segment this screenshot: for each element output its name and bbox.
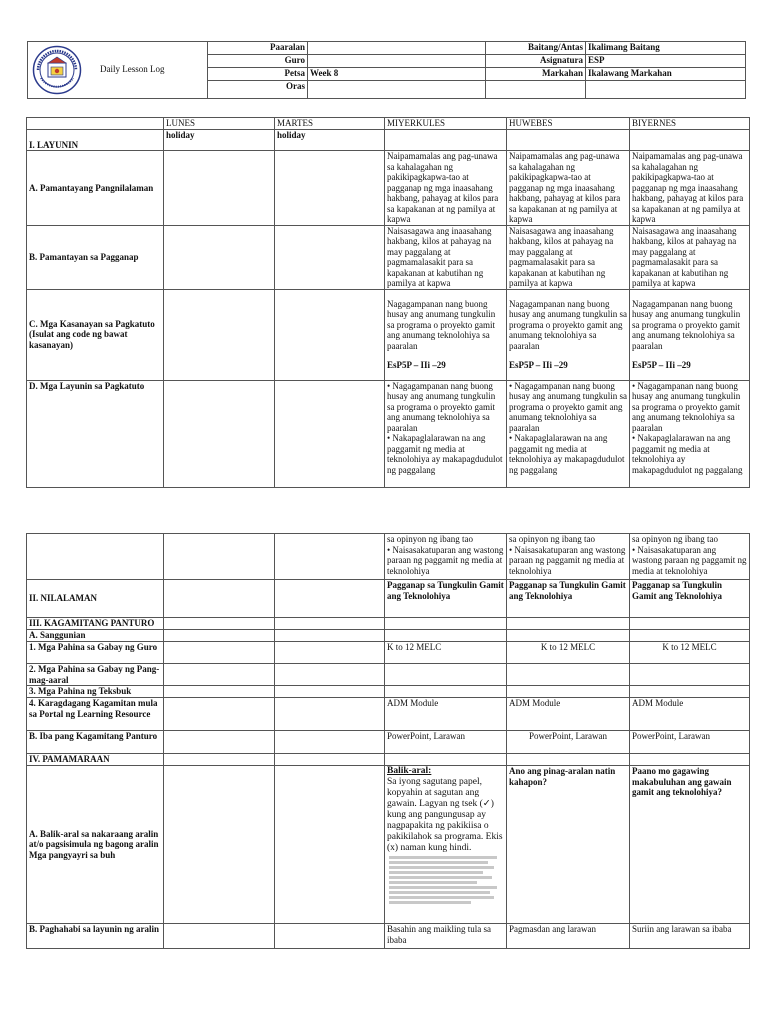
row-label-balik-aral (27, 766, 164, 924)
empty-cell (486, 81, 586, 99)
lesson-log-table-page-2 (26, 533, 750, 949)
adm-biyernes: ADM Module (630, 698, 750, 731)
empty-cell (385, 664, 507, 686)
bullet: • Nagagampanan nang buong husay ang anumang tungkulin sa programa o proyekto gamit ang anumang teknolohiya sa paaralan (387, 380, 496, 433)
bullet-cont: sa opinyon ng ibang tao (509, 534, 595, 544)
empty-cell (275, 754, 385, 766)
holiday-lunes: holiday (164, 130, 275, 151)
kasanayan-code: EsP5P – IIi –29 (509, 360, 568, 370)
paghahabi-miyerkules: Basahin ang maikling tula sa ibaba (385, 924, 507, 949)
balik-aral-biyernes: Paano mo gagawing makabuluhan ang gawain gamit ang teknolohiya? (630, 766, 750, 924)
value-paaralan (308, 42, 486, 55)
label-guro: Guro (208, 55, 308, 68)
empty-cell (164, 534, 275, 580)
empty-cell (385, 130, 507, 151)
empty-cell (385, 686, 507, 698)
label-asignatura: Asignatura (486, 55, 586, 68)
paghahabi-huwebes: Pagmasdan ang larawan (507, 924, 630, 949)
empty-cell (27, 534, 164, 580)
empty-cell (275, 924, 385, 949)
row-label-sanggunian: A. Sanggunian (27, 630, 164, 642)
empty-cell (275, 731, 385, 754)
pamantayan-huwebes: Naipamamalas ang pag-unawa sa kahalagahan ng pakikipagkapwa-tao at pagganap ng mga inaasahang hakbang, pahayag at kilos para sa kapakanan at ng pamilya at kapwa (507, 151, 630, 226)
empty-cell (275, 151, 385, 226)
empty-cell (164, 580, 275, 618)
nilalaman-biyernes: Pagganap sa Tungkulin Gamit ang Teknolohiya (630, 580, 750, 618)
melc-miyerkules: K to 12 MELC (385, 642, 507, 664)
empty-cell (630, 686, 750, 698)
empty-cell (275, 698, 385, 731)
pamantayan-miyerkules: Naipamamalas ang pag-unawa sa kahalagahan ng pakikipagkapwa-tao at pagganap ng mga inaasahang hakbang, pahayag at kilos para sa kapakanan at ng pamilya at kapwa (385, 151, 507, 226)
label-markahan: Markahan (486, 68, 586, 81)
layunin-biyernes (630, 380, 750, 487)
value-markahan: Ikalawang Markahan (586, 68, 746, 81)
balik-aral-heading: Balik-aral: (387, 766, 432, 776)
empty-cell (164, 642, 275, 664)
layunin-cont-miyerkules (385, 534, 507, 580)
label-baitang: Baitang/Antas (486, 42, 586, 55)
row-label-karagdagang-kagamitan: 4. Karagdagang Kagamitan mula sa Portal ng Learning Resource (27, 698, 164, 731)
kasanayan-huwebes (507, 289, 630, 380)
empty-cell (507, 618, 630, 630)
holiday-martes: holiday (275, 130, 385, 151)
layunin-miyerkules (385, 380, 507, 487)
row-label-pamantayang-pangnilalaman: A. Pamantayang Pangnilalaman (27, 151, 164, 226)
empty-cell (275, 664, 385, 686)
empty-cell (275, 766, 385, 924)
melc-biyernes: K to 12 MELC (630, 642, 750, 664)
bullet: • Naisasakatuparan ang wastong paraan ng paggamit ng media at teknolohiya (632, 544, 747, 576)
value-baitang: Ikalimang Baitang (586, 42, 746, 55)
adm-miyerkules: ADM Module (385, 698, 507, 731)
document-title: Daily Lesson Log (100, 64, 165, 74)
empty-cell (275, 534, 385, 580)
kasanayan-miyerkules (385, 289, 507, 380)
label-paaralan: Paaralan (208, 42, 308, 55)
empty-cell (630, 754, 750, 766)
layunin-cont-huwebes (507, 534, 630, 580)
pagganap-biyernes: Naisasagawa ang inaasahang hakbang, kilos at pahayag na may paggalang at pagmamalasakit para sa kapakanan at kabutihan ng pamilya at kapwa (630, 225, 750, 289)
logo-cell (28, 42, 208, 99)
empty-cell (164, 664, 275, 686)
balik-aral-instructions: Sa iyong sagutang papel, kopyahin at sagutan ang gawain. Lagyan ng tsek (✓) kung ang pangungusap ay nagpapakita ng pakikiisa o pakikilahok sa programa. Ekis (x) naman kung hindi. (387, 777, 503, 853)
pamantayan-biyernes: Naipamamalas ang pag-unawa sa kahalagahan ng pakikipagkapwa-tao at pagganap ng mga inaasahang hakbang, pahayag at kilos para sa kapakanan at ng pamilya at kapwa (630, 151, 750, 226)
bullet: • Nagagampanan nang buong husay ang anumang tungkulin sa programa o proyekto gamit ang anumang teknolohiya sa paaralan (509, 380, 627, 433)
lesson-log-table-page-1 (26, 117, 750, 488)
empty-cell (385, 618, 507, 630)
day-header-huwebes: HUWEBES (507, 118, 630, 130)
empty-cell (275, 618, 385, 630)
section-layunin: I. LAYUNIN (27, 130, 164, 151)
empty-cell (275, 630, 385, 642)
deped-seal-icon (32, 45, 82, 95)
row-label-kagamitan: III. KAGAMITANG PANTURO (27, 618, 164, 630)
kasanayan-text: Nagagampanan nang buong husay ang anumang tungkulin sa programa o proyekto gamit ang anumang teknolohiya sa paaralan (632, 298, 741, 351)
value-guro (308, 55, 486, 68)
row-label-paghahabi: B. Paghahabi sa layunin ng aralin (27, 924, 164, 949)
bullet-cont: sa opinyon ng ibang tao (632, 534, 718, 544)
kasanayan-code: EsP5P – IIi –29 (387, 360, 446, 370)
empty-cell (507, 630, 630, 642)
row-label-gabay-mag-aaral: 2. Mga Pahina sa Gabay ng Pang-mag-aaral (27, 664, 164, 686)
empty-cell (164, 225, 275, 289)
ppt-biyernes: PowerPoint, Larawan (630, 731, 750, 754)
day-header-lunes: LUNES (164, 118, 275, 130)
empty-cell (630, 630, 750, 642)
nilalaman-huwebes: Pagganap sa Tungkulin Gamit ang Teknolohiya (507, 580, 630, 618)
empty-cell (164, 766, 275, 924)
empty-cell (507, 686, 630, 698)
empty-cell (164, 630, 275, 642)
row-label-kasanayan: C. Mga Kasanayan sa Pagkatuto (Isulat ang code ng bawat kasanayan) (27, 289, 164, 380)
empty-cell (586, 81, 746, 99)
pagganap-huwebes: Naisasagawa ang inaasahang hakbang, kilos at pahayag na may paggalang at pagmamalasakit para sa kapakanan at kabutihan ng pamilya at kapwa (507, 225, 630, 289)
value-asignatura: ESP (586, 55, 746, 68)
kasanayan-text: Nagagampanan nang buong husay ang anumang tungkulin sa programa o proyekto gamit ang anumang teknolohiya sa paaralan (387, 298, 496, 351)
empty-cell (275, 580, 385, 618)
activity-image-thumbnail (387, 856, 504, 904)
empty-cell (164, 924, 275, 949)
empty-cell (164, 289, 275, 380)
bullet: • Nagagampanan nang buong husay ang anumang tungkulin sa programa o proyekto gamit ang anumang teknolohiya sa paaralan (632, 380, 741, 433)
empty-cell (385, 630, 507, 642)
kasanayan-biyernes (630, 289, 750, 380)
empty-cell (507, 754, 630, 766)
bullet: • Nakapaglalarawan na ang paggamit ng media at teknolohiya ay makapagdudulot ng paggalang (509, 433, 625, 475)
label-petsa: Petsa (208, 68, 308, 81)
empty-cell (630, 664, 750, 686)
empty-cell (164, 151, 275, 226)
row-label-nilalaman: II. NILALAMAN (27, 580, 164, 618)
empty-cell (164, 618, 275, 630)
melc-huwebes: K to 12 MELC (507, 642, 630, 664)
empty-cell (507, 664, 630, 686)
layunin-huwebes (507, 380, 630, 487)
empty-cell (27, 118, 164, 130)
row-label-layunin-pagkatuto: D. Mga Layunin sa Pagkatuto (27, 380, 164, 487)
day-header-biyernes: BIYERNES (630, 118, 750, 130)
row-label-teksbuk: 3. Mga Pahina ng Teksbuk (27, 686, 164, 698)
header-table (27, 41, 746, 99)
layunin-cont-biyernes (630, 534, 750, 580)
day-header-martes: MARTES (275, 118, 385, 130)
row-label-gabay-guro: 1. Mga Pahina sa Gabay ng Guro (27, 642, 164, 664)
empty-cell (164, 754, 275, 766)
balik-aral-miyerkules (385, 766, 507, 924)
empty-cell (164, 731, 275, 754)
empty-cell (164, 686, 275, 698)
row-label-pamantayan-pagganap: B. Pamantayan sa Pagganap (27, 225, 164, 289)
empty-cell (275, 686, 385, 698)
day-header-miyerkules: MIYERKULES (385, 118, 507, 130)
balik-aral-huwebes: Ano ang pinag-aralan natin kahapon? (507, 766, 630, 924)
kasanayan-text: Nagagampanan nang buong husay ang anumang tungkulin sa programa o proyekto gamit ang anumang teknolohiya sa paaralan (509, 298, 627, 351)
empty-cell (630, 618, 750, 630)
kasanayan-code: EsP5P – IIi –29 (632, 360, 691, 370)
adm-huwebes: ADM Module (507, 698, 630, 731)
label-oras: Oras (208, 81, 308, 99)
ppt-huwebes: PowerPoint, Larawan (507, 731, 630, 754)
empty-cell (630, 130, 750, 151)
balik-aral-label: A. Balik-aral sa nakaraang aralin at/o pagsisimula ng bagong aralin (29, 828, 159, 850)
bullet: • Naisasakatuparan ang wastong paraan ng paggamit ng media at teknolohiya (387, 544, 504, 576)
empty-cell (275, 225, 385, 289)
row-label-pamamaraan: IV. PAMAMARAAN (27, 754, 164, 766)
nilalaman-miyerkules: Pagganap sa Tungkulin Gamit ang Teknolohiya (385, 580, 507, 618)
value-oras (308, 81, 486, 99)
balik-aral-sub: Mga pangyayri sa buh (29, 849, 116, 860)
row-label-iba-pang-kagamitan: B. Iba pang Kagamitang Panturo (27, 731, 164, 754)
paghahabi-biyernes: Suriin ang larawan sa ibaba (630, 924, 750, 949)
bullet-cont: sa opinyon ng ibang tao (387, 534, 473, 544)
empty-cell (507, 130, 630, 151)
value-petsa: Week 8 (308, 68, 486, 81)
bullet: • Nakapaglalarawan na ang paggamit ng media at teknolohiya ay makapagdudulot ng paggalang (632, 433, 743, 475)
empty-cell (164, 698, 275, 731)
ppt-miyerkules: PowerPoint, Larawan (385, 731, 507, 754)
bullet: • Nakapaglalarawan na ang paggamit ng media at teknolohiya ay makapagdudulot ng paggalang (387, 433, 503, 475)
empty-cell (385, 754, 507, 766)
pagganap-miyerkules: Naisasagawa ang inaasahang hakbang, kilos at pahayag na may paggalang at pagmamalasakit para sa kapakanan at kabutihan ng pamilya at kapwa (385, 225, 507, 289)
empty-cell (164, 380, 275, 487)
empty-cell (275, 380, 385, 487)
bullet: • Naisasakatuparan ang wastong paraan ng paggamit ng media at teknolohiya (509, 544, 626, 576)
empty-cell (275, 642, 385, 664)
empty-cell (275, 289, 385, 380)
